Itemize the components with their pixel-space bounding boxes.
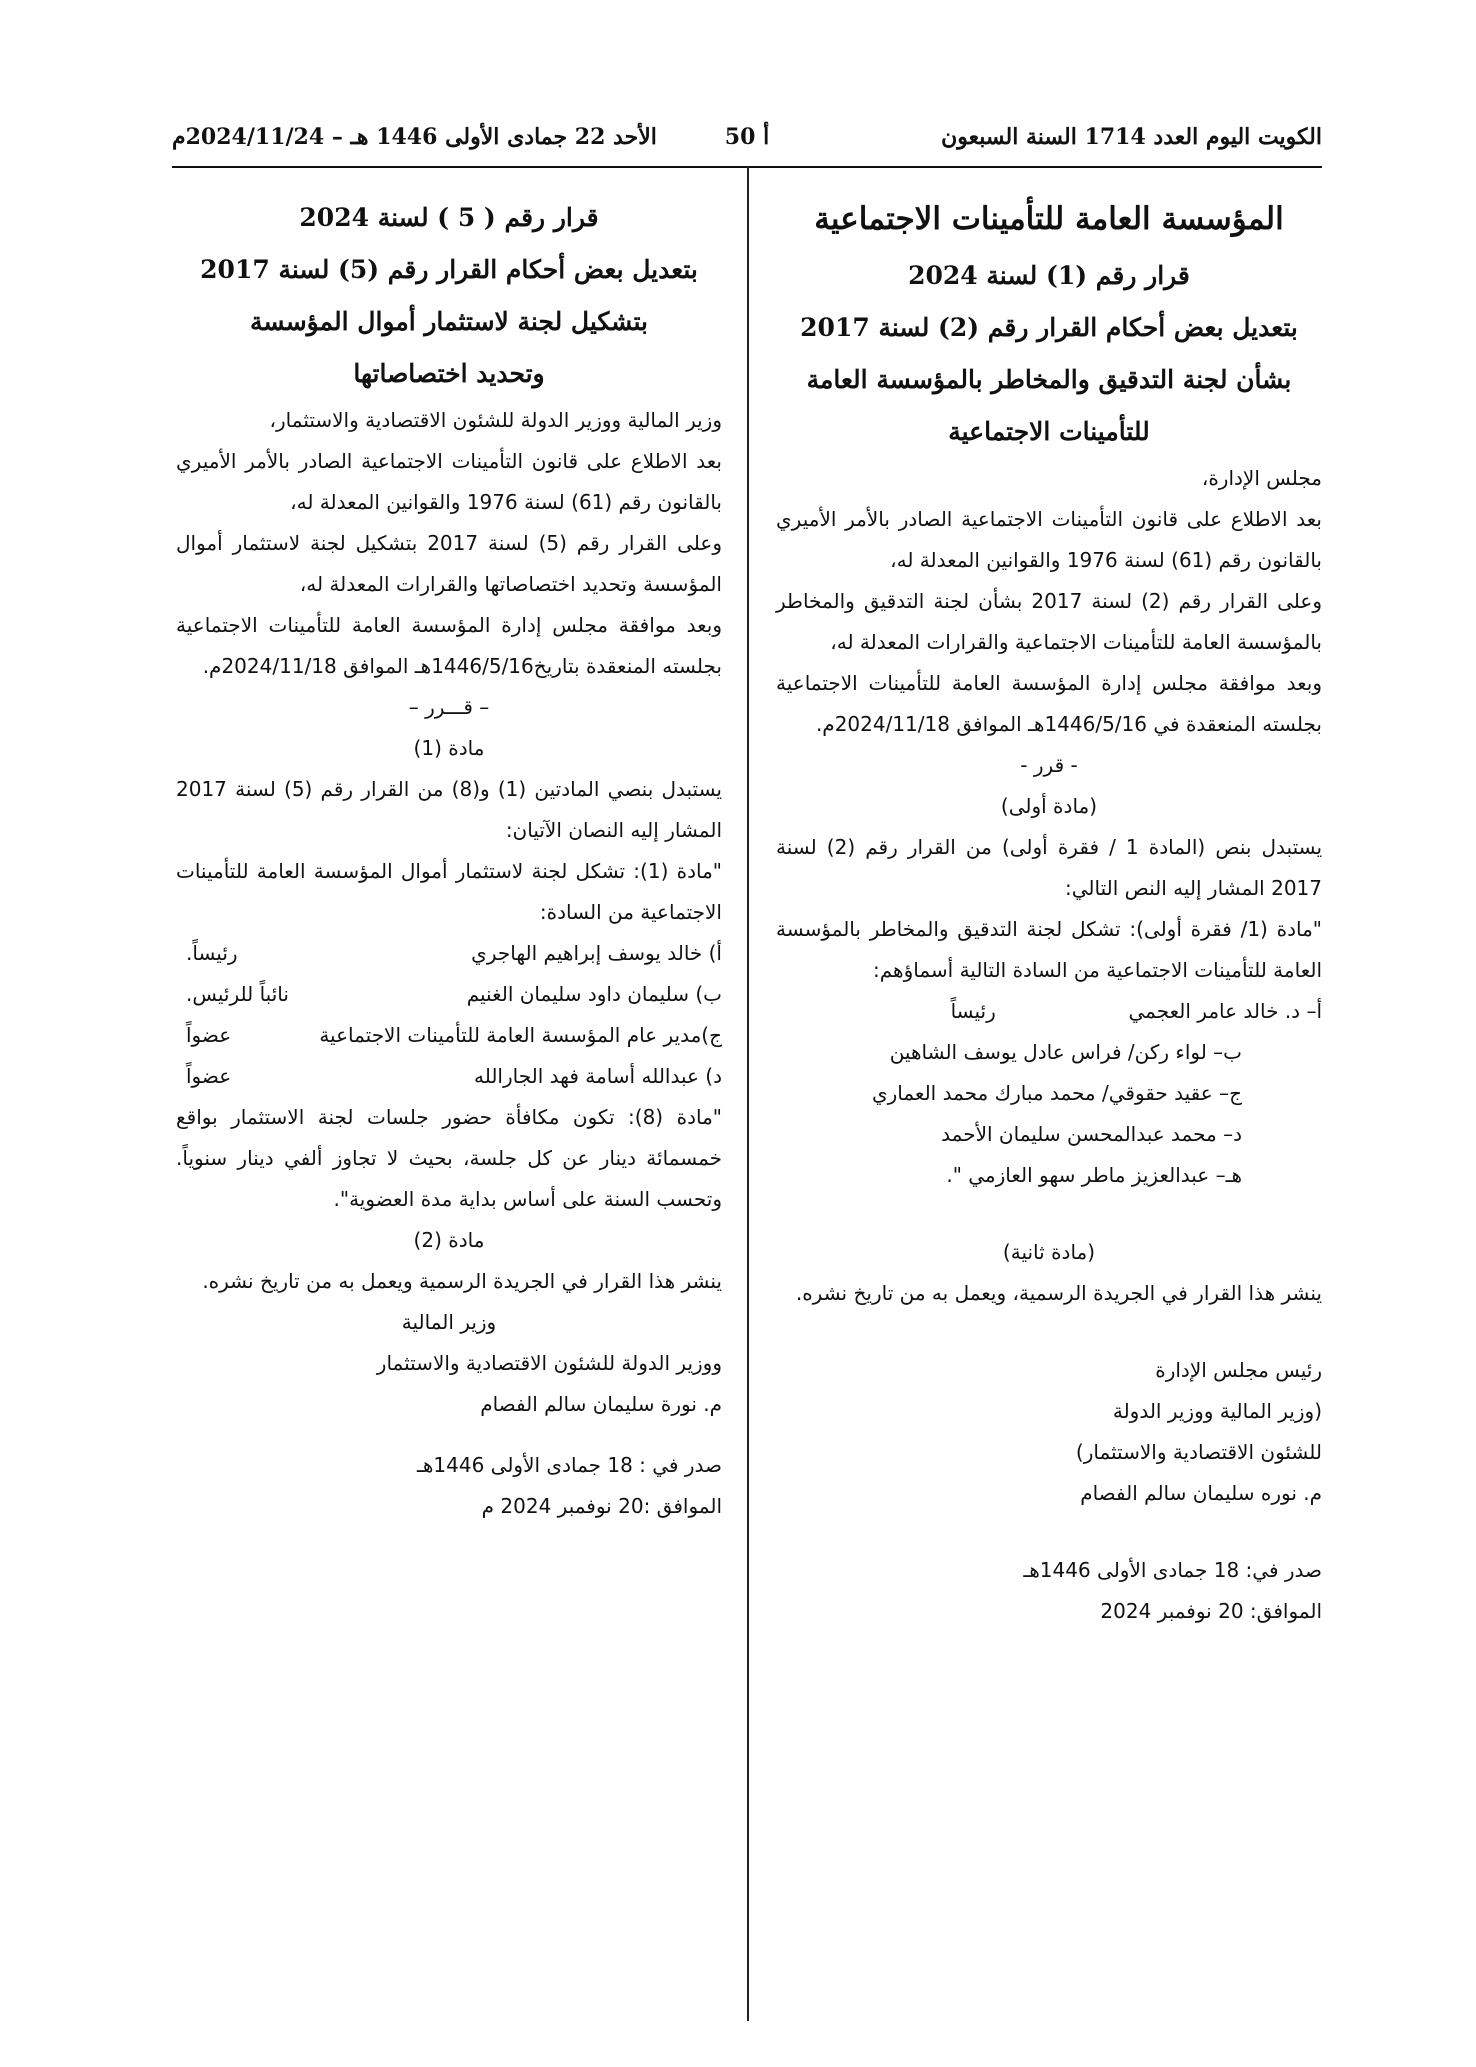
org-title: المؤسسة العامة للتأمينات الاجتماعية [814, 201, 1284, 237]
decision-subject-3: وتحديد اختصاصاتها [353, 359, 545, 388]
signature-line-2: (وزير المالية ووزير الدولة [1112, 1399, 1322, 1423]
member-2: ب– لواء ركن/ فراس عادل يوسف الشاهين [889, 1040, 1242, 1064]
member-3: ج– عقيد حقوقي/ محمد مبارك محمد العماري [871, 1081, 1242, 1105]
member-3 [176, 1015, 722, 1056]
article-1-text: يستبدل بنصي المادتين (1) و(8) من القرار رقم (5) لسنة 2017 المشار إليه النصان الآتيان: [176, 777, 722, 842]
decision-subject-3: للتأمينات الاجتماعية [948, 417, 1150, 446]
right-column [776, 180, 1322, 1632]
decided-heading: - قرر - [1020, 753, 1078, 777]
article-1-title: مادة (1) [413, 736, 485, 760]
member-1 [776, 991, 1322, 1032]
member-2-name: ب) سليمان داود سليمان الغنيم [466, 982, 722, 1006]
issue-date-gregorian: الموافق :20 نوفمبر 2024 م [481, 1494, 722, 1518]
signature-line-1: رئيس مجلس الإدارة [1155, 1358, 1322, 1382]
paragraph: وعلى القرار رقم (5) لسنة 2017 بتشكيل لجنة لاستثمار أموال المؤسسة وتحديد اختصاصاتها والقرارات المعدلة له، [176, 531, 722, 596]
paragraph: وبعد موافقة مجلس إدارة المؤسسة العامة للتأمينات الاجتماعية بجلسته المنعقدة بتاريخ1446/5/16هـ الموافق 2024/11/18م. [176, 613, 722, 678]
article-1-title: (مادة أولى) [1000, 794, 1098, 818]
issue-date-hijri: صدر في: 18 جمادى الأولى 1446هـ [1023, 1558, 1322, 1582]
member-1-role: رئيساً. [186, 941, 238, 965]
header-page-number: أ 50 [724, 124, 770, 150]
signature-line-3: للشئون الاقتصادية والاستثمار) [1075, 1440, 1322, 1464]
member-3-role: عضواً [186, 1023, 232, 1047]
decision-subject-1: بتعديل بعض أحكام القرار رقم (2) لسنة 2017 [800, 313, 1298, 342]
decided-heading: – قـــرر – [408, 695, 490, 719]
member-1-role: رئيساً [950, 999, 996, 1023]
member-3-name: ج)مدير عام المؤسسة العامة للتأمينات الاجتماعية [319, 1023, 722, 1047]
article-1-text: يستبدل بنص (المادة 1 / فقرة أولى) من القرار رقم (2) لسنة 2017 المشار إليه النص التالي: [776, 835, 1323, 900]
article-1-quote: "مادة (1): تشكل لجنة لاستثمار أموال المؤسسة العامة للتأمينات الاجتماعية من السادة: [176, 859, 722, 924]
decision-title: قرار رقم ( 5 ) لسنة 2024 [299, 203, 599, 232]
issue-date-hijri: صدر في : 18 جمادى الأولى 1446هـ [417, 1453, 722, 1477]
member-1-name: أ) خالد يوسف إبراهيم الهاجري [471, 941, 722, 965]
article-8-text: "مادة (8): تكون مكافأة حضور جلسات لجنة الاستثمار بواقع خمسمائة دينار عن كل جلسة، بحيث لا تجاوز ألفي دينار سنوياً. وتحسب السنة على أساس بداية مدة العضوية". [176, 1105, 722, 1211]
article-1-quote: "مادة (1/ فقرة أولى): تشكل لجنة التدقيق والمخاطر بالمؤسسة العامة للتأمينات الاجتماعية من السادة التالية أسماؤهم: [776, 917, 1322, 982]
signature-name: م. نورة سليمان سالم الفصام [480, 1392, 722, 1416]
left-column [176, 180, 722, 1527]
article-2-text: ينشر هذا القرار في الجريدة الرسمية ويعمل به من تاريخ نشره. [202, 1269, 722, 1293]
paragraph: بعد الاطلاع على قانون التأمينات الاجتماعية الصادر بالأمر الأميري بالقانون رقم (61) لسنة 1976 والقوانين المعدلة له، [176, 449, 722, 514]
article-2-title: (مادة ثانية) [1002, 1240, 1096, 1264]
member-2 [176, 974, 722, 1015]
decision-subject-2: بشأن لجنة التدقيق والمخاطر بالمؤسسة العامة [806, 365, 1292, 394]
member-2-role: نائباً للرئيس. [186, 982, 289, 1006]
decision-subject-1: بتعديل بعض أحكام القرار رقم (5) لسنة 2017 [200, 255, 698, 284]
member-4 [176, 1056, 722, 1097]
signature-title: وزير المالية [401, 1310, 497, 1334]
member-1 [176, 933, 722, 974]
column-divider [747, 166, 749, 2021]
header-publication: الكويت اليوم العدد 1714 السنة السبعون [941, 124, 1322, 150]
issue-date-gregorian: الموافق: 20 نوفمبر 2024 [1100, 1599, 1322, 1623]
member-1-name: أ– د. خالد عامر العجمي [1128, 999, 1322, 1023]
decision-subject-2: بتشكيل لجنة لاستثمار أموال المؤسسة [250, 307, 648, 336]
paragraph: وبعد موافقة مجلس إدارة المؤسسة العامة للتأمينات الاجتماعية بجلسته المنعقدة في 1446/5/16هـ الموافق 2024/11/18م. [776, 671, 1322, 736]
decision-title: قرار رقم (1) لسنة 2024 [908, 261, 1190, 290]
member-4: د– محمد عبدالمحسن سليمان الأحمد [941, 1122, 1242, 1146]
paragraph: بعد الاطلاع على قانون التأمينات الاجتماعية الصادر بالأمر الأميري بالقانون رقم (61) لسنة 1976 والقوانين المعدلة له، [776, 507, 1322, 572]
paragraph: وعلى القرار رقم (2) لسنة 2017 بشأن لجنة التدقيق والمخاطر بالمؤسسة العامة للتأمينات الاجتماعية والقرارات المعدلة له، [776, 589, 1322, 654]
page-header [172, 120, 1322, 160]
member-5: هـ– عبدالعزيز ماطر سهو العازمي ". [946, 1163, 1242, 1187]
header-date: الأحد 22 جمادى الأولى 1446 هـ – 2024/11/24م [172, 124, 657, 150]
member-4-role: عضواً [186, 1064, 232, 1088]
paragraph: مجلس الإدارة، [1201, 466, 1322, 490]
signature-name: م. نوره سليمان سالم الفصام [1080, 1481, 1322, 1505]
article-2-text: ينشر هذا القرار في الجريدة الرسمية، ويعمل به من تاريخ نشره. [795, 1281, 1322, 1305]
article-2-title: مادة (2) [413, 1228, 485, 1252]
paragraph: وزير المالية ووزير الدولة للشئون الاقتصادية والاستثمار، [269, 408, 722, 432]
member-4-name: د) عبدالله أسامة فهد الجارالله [473, 1064, 722, 1088]
signature-title-2: ووزير الدولة للشئون الاقتصادية والاستثمار [376, 1351, 722, 1375]
